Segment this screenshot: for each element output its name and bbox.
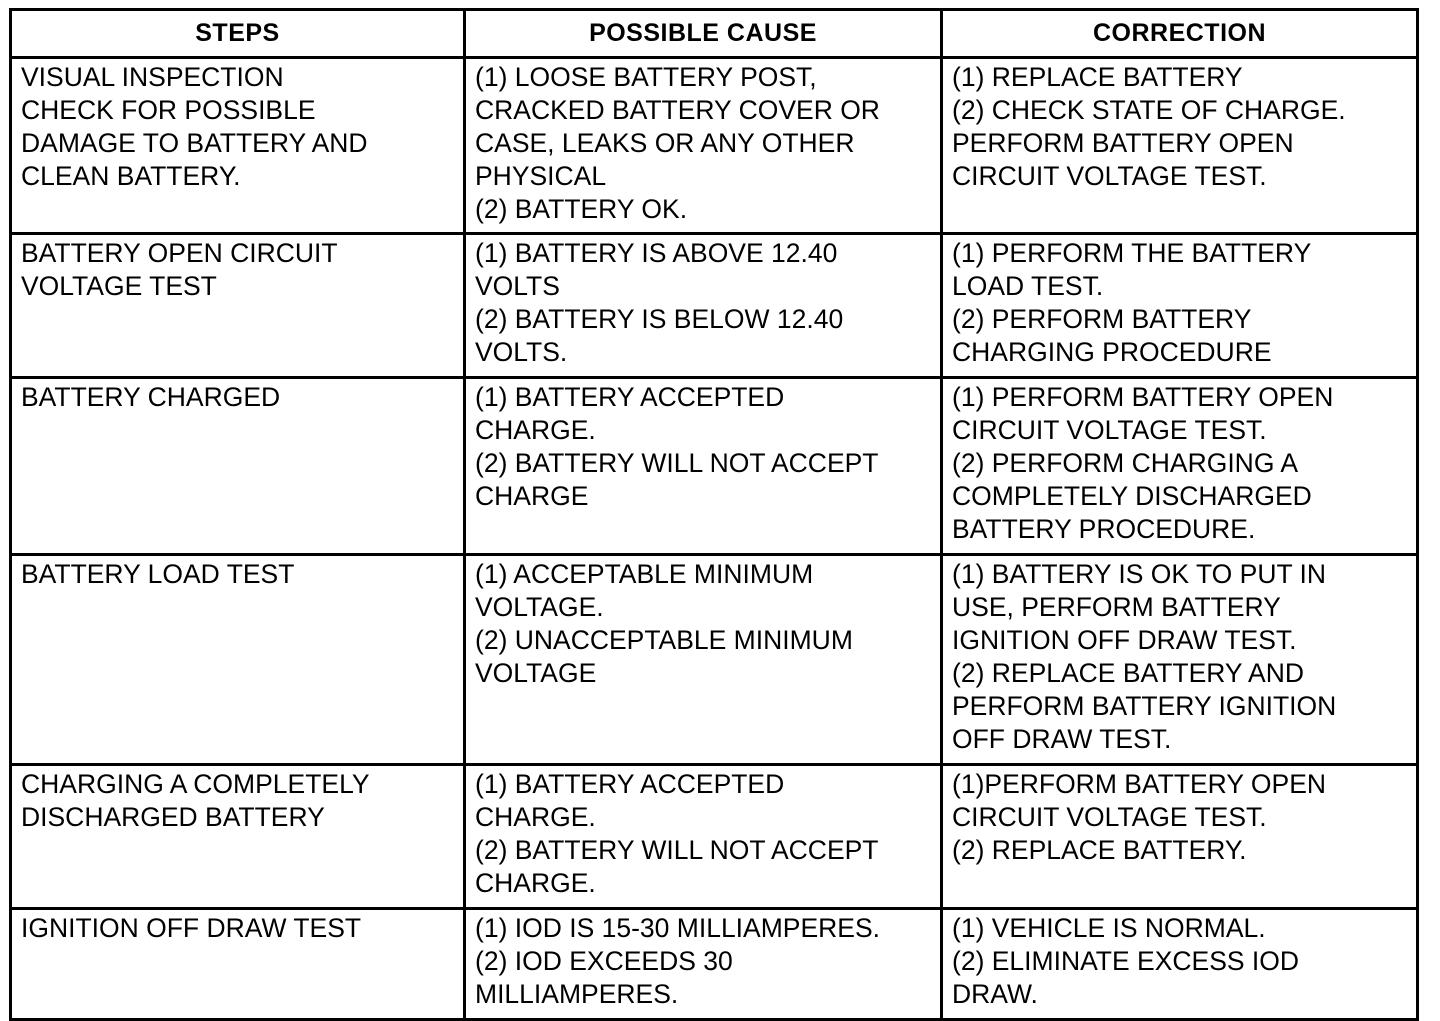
cell-line: (1) VEHICLE IS NORMAL. xyxy=(952,913,1266,943)
table-row xyxy=(11,765,1418,909)
step-cell xyxy=(11,765,465,909)
cause-cell xyxy=(465,234,942,378)
cell-line: CASE, LEAKS OR ANY OTHER xyxy=(475,128,855,158)
table-row xyxy=(11,909,1418,1020)
cell-line: VOLTS. xyxy=(475,337,568,367)
correction-cell xyxy=(942,58,1418,234)
cell-line: MILLIAMPERES. xyxy=(475,979,679,1009)
cell-line: (1) IOD IS 15-30 MILLIAMPERES. xyxy=(475,913,880,943)
cause-cell xyxy=(465,555,942,765)
cell-line: (2) PERFORM BATTERY xyxy=(952,304,1252,334)
cell-line: VISUAL INSPECTION xyxy=(21,62,284,92)
step-cell xyxy=(11,58,465,234)
cell-line: (2) ELIMINATE EXCESS IOD xyxy=(952,946,1300,976)
cell-line: (1)PERFORM BATTERY OPEN xyxy=(952,769,1327,799)
cell-line: (2) UNACCEPTABLE MINIMUM xyxy=(475,625,853,655)
cell-line: (1) PERFORM THE BATTERY xyxy=(952,238,1312,268)
cell-line: CHARGE. xyxy=(475,868,596,898)
step-cell xyxy=(11,555,465,765)
cell-line: VOLTAGE xyxy=(475,658,597,688)
table-row xyxy=(11,234,1418,378)
cell-line: (1) ACCEPTABLE MINIMUM xyxy=(475,559,814,589)
step-cell xyxy=(11,909,465,1020)
table-header-row xyxy=(11,10,1418,58)
cell-line: CHARGE. xyxy=(475,802,596,832)
cell-line: DRAW. xyxy=(952,979,1038,1009)
battery-diagnosis-table xyxy=(9,8,1419,1021)
cell-line: CHARGE. xyxy=(475,415,596,445)
cell-line: (1) BATTERY IS ABOVE 12.40 xyxy=(475,238,838,268)
cell-line: (2) BATTERY OK. xyxy=(475,194,688,224)
table-row xyxy=(11,58,1418,234)
cell-line: (1) BATTERY ACCEPTED xyxy=(475,382,785,412)
cell-line: BATTERY CHARGED xyxy=(21,382,281,412)
cell-line: IGNITION OFF DRAW TEST xyxy=(21,913,362,943)
cause-cell xyxy=(465,765,942,909)
correction-cell xyxy=(942,555,1418,765)
cell-line: (1) LOOSE BATTERY POST, xyxy=(475,62,817,92)
cell-line: CRACKED BATTERY COVER OR xyxy=(475,95,880,125)
cell-line: (1) BATTERY IS OK TO PUT IN xyxy=(952,559,1327,589)
cell-line: (2) REPLACE BATTERY AND xyxy=(952,658,1304,688)
table-row xyxy=(11,378,1418,555)
cell-line: CHECK FOR POSSIBLE xyxy=(21,95,316,125)
cell-line: (2) BATTERY WILL NOT ACCEPT xyxy=(475,448,879,478)
cause-cell xyxy=(465,378,942,555)
cell-line: PHYSICAL xyxy=(475,161,607,191)
cell-line: (2) BATTERY IS BELOW 12.40 xyxy=(475,304,844,334)
cell-line: (2) CHECK STATE OF CHARGE. xyxy=(952,95,1346,125)
cell-line: (2) PERFORM CHARGING A xyxy=(952,448,1299,478)
cell-line: (2) BATTERY WILL NOT ACCEPT xyxy=(475,835,879,865)
cell-line: PERFORM BATTERY OPEN xyxy=(952,128,1294,158)
cell-line: BATTERY PROCEDURE. xyxy=(952,514,1256,544)
header-steps: STEPS xyxy=(11,10,465,58)
cell-line: IGNITION OFF DRAW TEST. xyxy=(952,625,1297,655)
cell-line: OFF DRAW TEST. xyxy=(952,724,1172,754)
correction-cell xyxy=(942,378,1418,555)
cell-line: (1) BATTERY ACCEPTED xyxy=(475,769,785,799)
correction-cell xyxy=(942,234,1418,378)
step-cell xyxy=(11,234,465,378)
cell-line: DISCHARGED BATTERY xyxy=(21,802,325,832)
cell-line: DAMAGE TO BATTERY AND xyxy=(21,128,368,158)
cell-line: VOLTS xyxy=(475,271,560,301)
cell-line: USE, PERFORM BATTERY xyxy=(952,592,1281,622)
cell-line: (2) IOD EXCEEDS 30 xyxy=(475,946,733,976)
cell-line: CIRCUIT VOLTAGE TEST. xyxy=(952,161,1267,191)
cell-line: BATTERY LOAD TEST xyxy=(21,559,295,589)
cell-line: (2) REPLACE BATTERY. xyxy=(952,835,1247,865)
cell-line: CIRCUIT VOLTAGE TEST. xyxy=(952,415,1267,445)
cell-line: VOLTAGE. xyxy=(475,592,604,622)
cell-line: VOLTAGE TEST xyxy=(21,271,217,301)
cell-line: CHARGING PROCEDURE xyxy=(952,337,1272,367)
correction-cell xyxy=(942,765,1418,909)
cell-line: (1) REPLACE BATTERY xyxy=(952,62,1243,92)
header-correction: CORRECTION xyxy=(942,10,1418,58)
cell-line: CIRCUIT VOLTAGE TEST. xyxy=(952,802,1267,832)
cause-cell xyxy=(465,909,942,1020)
cell-line: COMPLETELY DISCHARGED xyxy=(952,481,1312,511)
cell-line: CHARGE xyxy=(475,481,589,511)
correction-cell xyxy=(942,909,1418,1020)
table-row xyxy=(11,555,1418,765)
cell-line: BATTERY OPEN CIRCUIT xyxy=(21,238,338,268)
header-possible-cause: POSSIBLE CAUSE xyxy=(465,10,942,58)
cell-line: (1) PERFORM BATTERY OPEN xyxy=(952,382,1334,412)
cell-line: CLEAN BATTERY. xyxy=(21,161,241,191)
step-cell xyxy=(11,378,465,555)
cell-line: CHARGING A COMPLETELY xyxy=(21,769,370,799)
cause-cell xyxy=(465,58,942,234)
cell-line: PERFORM BATTERY IGNITION xyxy=(952,691,1337,721)
cell-line: LOAD TEST. xyxy=(952,271,1104,301)
